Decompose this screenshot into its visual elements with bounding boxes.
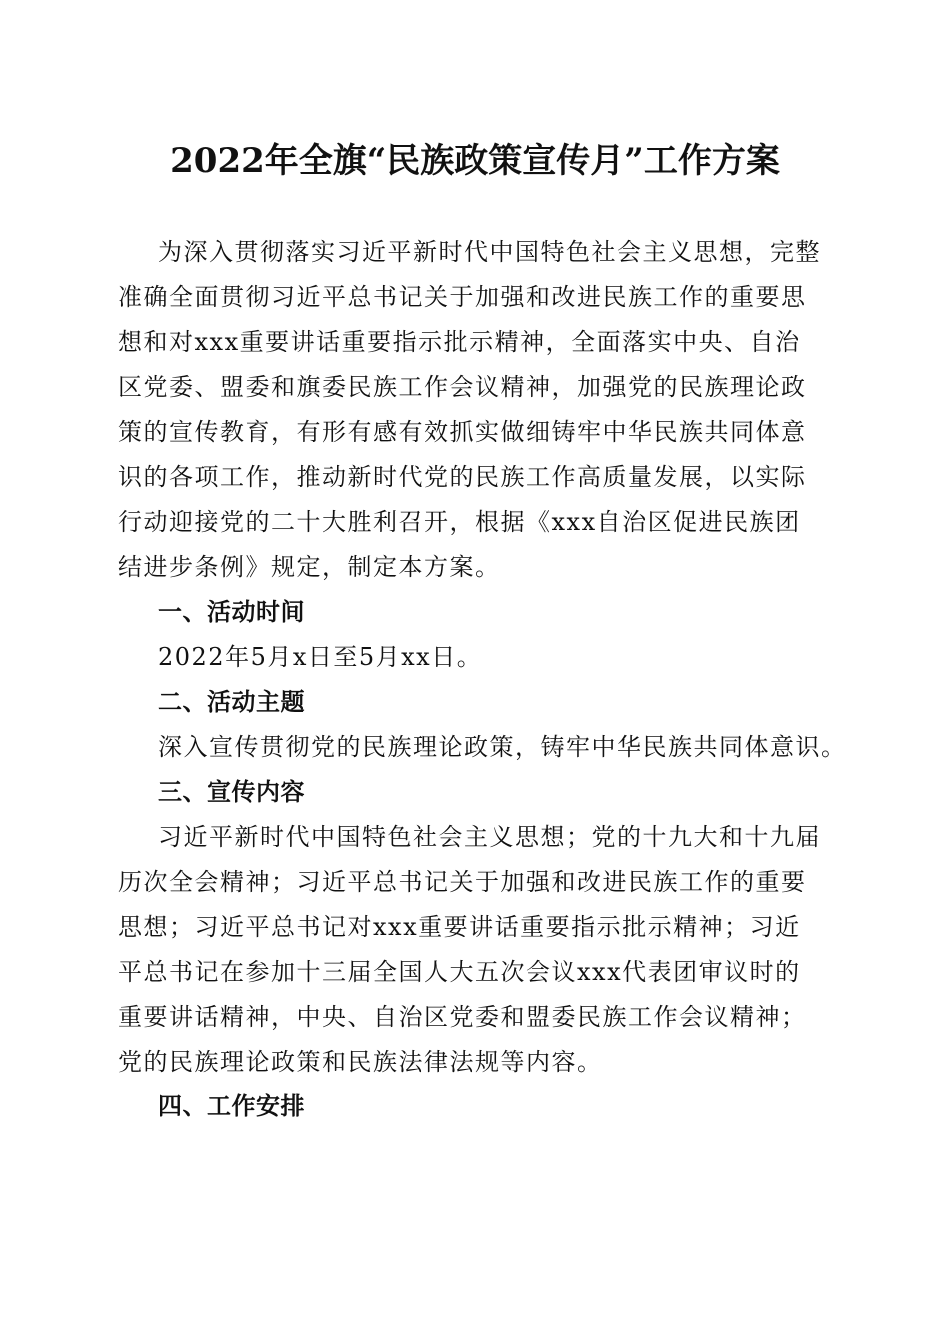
intro-line: 策的宣传教育，有形有感有效抓实做细铸牢中华民族共同体意	[118, 418, 807, 446]
section-body-line: 重要讲话精神，中央、自治区党委和盟委民族工作会议精神；	[118, 1003, 807, 1031]
intro-line: 结进步条例》规定，制定本方案。	[118, 553, 501, 581]
section-body-line: 习近平新时代中国特色社会主义思想；党的十九大和十九届	[158, 823, 821, 851]
intro-line: 为深入贯彻落实习近平新时代中国特色社会主义思想，完整	[158, 238, 821, 266]
intro-line: 行动迎接党的二十大胜利召开，根据《xxx自治区促进民族团	[118, 508, 801, 536]
section-body-line: 思想；习近平总书记对xxx重要讲话重要指示批示精神；习近	[118, 913, 801, 941]
section-body-line: 党的民族理论政策和民族法律法规等内容。	[118, 1048, 603, 1076]
section-body-line: 历次全会精神；习近平总书记关于加强和改进民族工作的重要	[118, 868, 807, 896]
intro-line: 区党委、盟委和旗委民族工作会议精神，加强党的民族理论政	[118, 373, 807, 401]
intro-line: 准确全面贯彻习近平总书记关于加强和改进民族工作的重要思	[118, 283, 807, 311]
section-body-activity-theme: 深入宣传贯彻党的民族理论政策，铸牢中华民族共同体意识。	[158, 733, 847, 761]
section-heading-work-arrangement: 四、工作安排	[158, 1092, 305, 1120]
intro-line: 想和对xxx重要讲话重要指示批示精神，全面落实中央、自治	[118, 328, 801, 356]
document-title: 2022年全旗“民族政策宣传月”工作方案	[170, 141, 780, 181]
section-body-line: 平总书记在参加十三届全国人大五次会议xxx代表团审议时的	[118, 958, 801, 986]
section-heading-activity-time: 一、活动时间	[158, 598, 305, 626]
intro-line: 识的各项工作，推动新时代党的民族工作高质量发展，以实际	[118, 463, 807, 491]
section-body-activity-time: 2022年5月x日至5月xx日。	[158, 643, 483, 671]
section-heading-activity-theme: 二、活动主题	[158, 688, 305, 716]
section-heading-publicity-content: 三、宣传内容	[158, 778, 305, 806]
